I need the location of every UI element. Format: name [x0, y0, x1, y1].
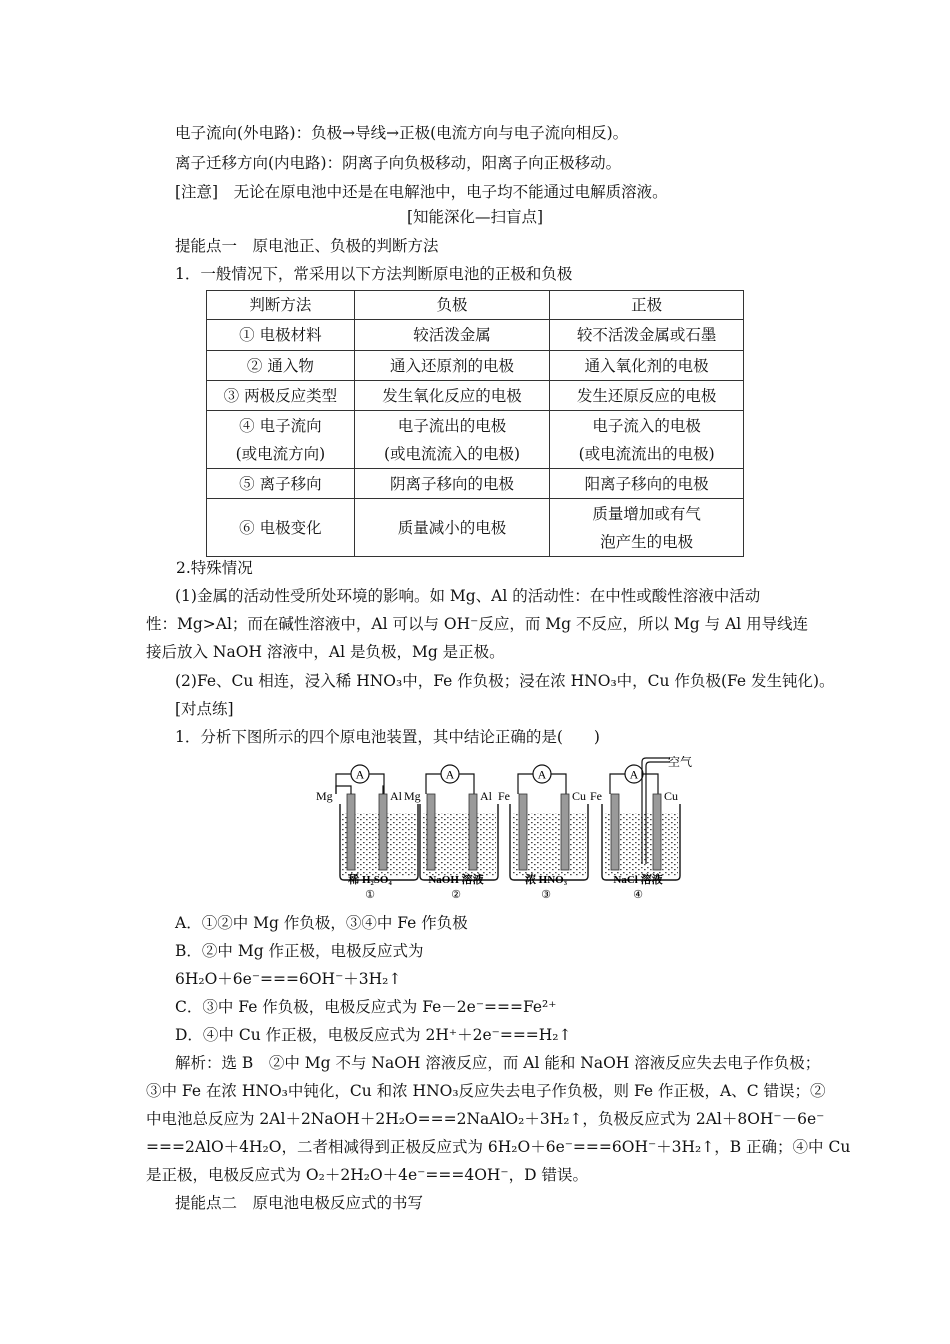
wire: [336, 786, 384, 794]
special-p2-line: (2)Fe、Cu 相连，浸入稀 HNO₃中，Fe 作负极；浸在浓 HNO₃中，Cu 作负极(Fe 发生钝化)。: [175, 672, 835, 690]
cell-3: [498, 765, 588, 901]
header-cell: 负极: [354, 291, 550, 320]
ion-migration-line: 离子迁移方向(内电路)：阴离子向负极移动，阳离子向正极移动。: [175, 154, 622, 172]
right-electrode: [653, 794, 661, 870]
point1-title: 提能点一 原电池正、负极的判断方法: [175, 237, 439, 255]
option-a: A．①②中 Mg 作负极，③④中 Fe 作负极: [175, 914, 468, 932]
negative-cell: 阴离子移向的电极: [354, 469, 550, 499]
left-electrode: [519, 794, 527, 870]
positive-cell: [550, 411, 744, 469]
option-b: B．②中 Mg 作正极，电极反应式为: [175, 942, 424, 960]
left-electrode-label: Mg: [316, 789, 333, 803]
item1-text: 1．一般情况下，常采用以下方法判断原电池的正极和负极: [175, 265, 573, 283]
ammeter-label: A: [537, 767, 547, 782]
method-cell: ② 通入物: [207, 351, 355, 381]
negative-cell: 通入还原剂的电极: [354, 351, 550, 381]
negative-cell: [354, 411, 550, 469]
method-line: (或电流方向): [235, 444, 326, 463]
cell-4: [590, 756, 692, 901]
positive-cell: 较不活泼金属或石墨: [550, 320, 744, 351]
table-header-row: [207, 291, 744, 320]
negative-cell: 发生氧化反应的电极: [354, 381, 550, 411]
solution-label: NaCl 溶液: [613, 874, 663, 886]
special-p1-line: 性：Mg>Al；而在碱性溶液中，Al 可以与 OH⁻反应，而 Mg 不反应，所以 Mg 与 Al 用导线连: [146, 615, 809, 633]
left-electrode: [347, 794, 355, 870]
left-electrode: [427, 794, 435, 870]
analysis-line: 中电池总反应为 2Al＋2NaOH＋2H₂O===2NaAlO₂＋3H₂↑，负极反应式为 2Al＋8OH⁻－6e⁻: [146, 1110, 825, 1128]
method-line: ④ 电子流向: [239, 416, 322, 435]
positive-line: 质量增加或有气: [592, 504, 701, 523]
ammeter-label: A: [355, 767, 365, 782]
method-cell: ① 电极材料: [207, 320, 355, 351]
right-electrode: [561, 794, 569, 870]
option-c: C．③中 Fe 作负极，电极反应式为 Fe－2e⁻===Fe²⁺: [175, 998, 557, 1016]
left-electrode-label: Fe: [498, 789, 510, 803]
cell-number: ③: [541, 889, 551, 901]
analysis-line: ===2AlO＋4H₂O，二者相减得到正极反应式为 6H₂O＋6e⁻===6OH⁻＋3H₂↑，B 正确；④中 Cu: [146, 1138, 851, 1156]
note-line: [注意] 无论在原电池中还是在电解池中，电子均不能通过电解质溶液。: [175, 183, 668, 201]
method-cell: ⑥ 电极变化: [207, 499, 355, 557]
special-title: 2.特殊情况: [176, 559, 253, 577]
electrode-judgment-table: [206, 290, 744, 557]
solution-label: 浓 HNO₃: [524, 874, 568, 886]
galvanic-cells-figure: [316, 756, 712, 906]
negative-line: 电子流出的电极: [397, 416, 507, 435]
left-electrode: [611, 794, 619, 870]
analysis-line: 解析：选 B ②中 Mg 不与 NaOH 溶液反应，而 Al 能和 NaOH 溶液反应失去电子作负极；: [175, 1054, 821, 1072]
air-label: 空气: [668, 756, 693, 769]
special-p1-line: 接后放入 NaOH 溶液中，Al 是负极，Mg 是正极。: [146, 643, 505, 661]
table-row: [207, 499, 744, 557]
header-cell: 正极: [550, 291, 744, 320]
practice-title: [对点练]: [175, 700, 234, 718]
section-title: [知能深化—扫盲点]: [406, 208, 544, 226]
positive-cell: [550, 499, 744, 557]
ammeter-label: A: [445, 767, 455, 782]
right-electrode: [469, 794, 477, 870]
special-p1-line: (1)金属的活动性受所处环境的影响。如 Mg、Al 的活动性：在中性或酸性溶液中活动: [175, 587, 761, 605]
positive-cell: 通入氧化剂的电极: [550, 351, 744, 381]
positive-cell: 发生还原反应的电极: [550, 381, 744, 411]
solution-label: NaOH 溶液: [428, 874, 484, 886]
table-row: [207, 351, 744, 381]
analysis-line: ③中 Fe 在浓 HNO₃中钝化，Cu 和浓 HNO₃反应失去电子作负极，则 Fe 作正极，A、C 错误；②: [146, 1082, 826, 1100]
positive-cell: 阳离子移向的电极: [550, 469, 744, 499]
solution-label: 稀 H₂SO₄: [348, 874, 392, 886]
ammeter-label: A: [629, 767, 639, 782]
table-row: [207, 469, 744, 499]
method-cell: ⑤ 离子移向: [207, 469, 355, 499]
positive-line: 泡产生的电极: [600, 532, 694, 551]
method-cell: [207, 411, 355, 469]
cell-number: ④: [633, 889, 643, 901]
negative-line: (或电流流入的电极): [383, 444, 521, 463]
right-electrode-label: Al: [390, 789, 402, 803]
analysis-line: 是正极，电极反应式为 O₂＋2H₂O＋4e⁻===4OH⁻，D 错误。: [146, 1166, 588, 1184]
right-electrode: [379, 794, 387, 870]
right-electrode-label: Cu: [664, 789, 679, 803]
negative-cell: 较活泼金属: [354, 320, 550, 351]
table-row: [207, 381, 744, 411]
cell-number: ①: [365, 889, 375, 901]
option-d: D．④中 Cu 作正极，电极反应式为 2H⁺＋2e⁻===H₂↑: [175, 1026, 572, 1044]
positive-line: (或电流流出的电极): [578, 444, 715, 463]
table-row: [207, 320, 744, 351]
cell-1: [316, 765, 418, 901]
header-cell: 判断方法: [207, 291, 355, 320]
left-electrode-label: Mg: [404, 789, 421, 803]
question-1: 1．分析下图所示的四个原电池装置，其中结论正确的是( ): [175, 728, 600, 746]
table-row: [207, 411, 744, 469]
cell-number: ②: [451, 889, 461, 901]
method-cell: ③ 两极反应类型: [207, 381, 355, 411]
negative-cell: 质量减小的电极: [354, 499, 550, 557]
electron-flow-line: 电子流向(外电路)：负极→导线→正极(电流方向与电子流向相反)。: [175, 124, 629, 142]
positive-line: 电子流入的电极: [592, 416, 701, 435]
point2-title: 提能点二 原电池电极反应式的书写: [175, 1194, 424, 1212]
option-b-equation: 6H₂O＋6e⁻===6OH⁻＋3H₂↑: [175, 970, 402, 988]
right-electrode-label: Cu: [572, 789, 587, 803]
right-electrode-label: Al: [480, 789, 492, 803]
left-electrode-label: Fe: [590, 789, 602, 803]
